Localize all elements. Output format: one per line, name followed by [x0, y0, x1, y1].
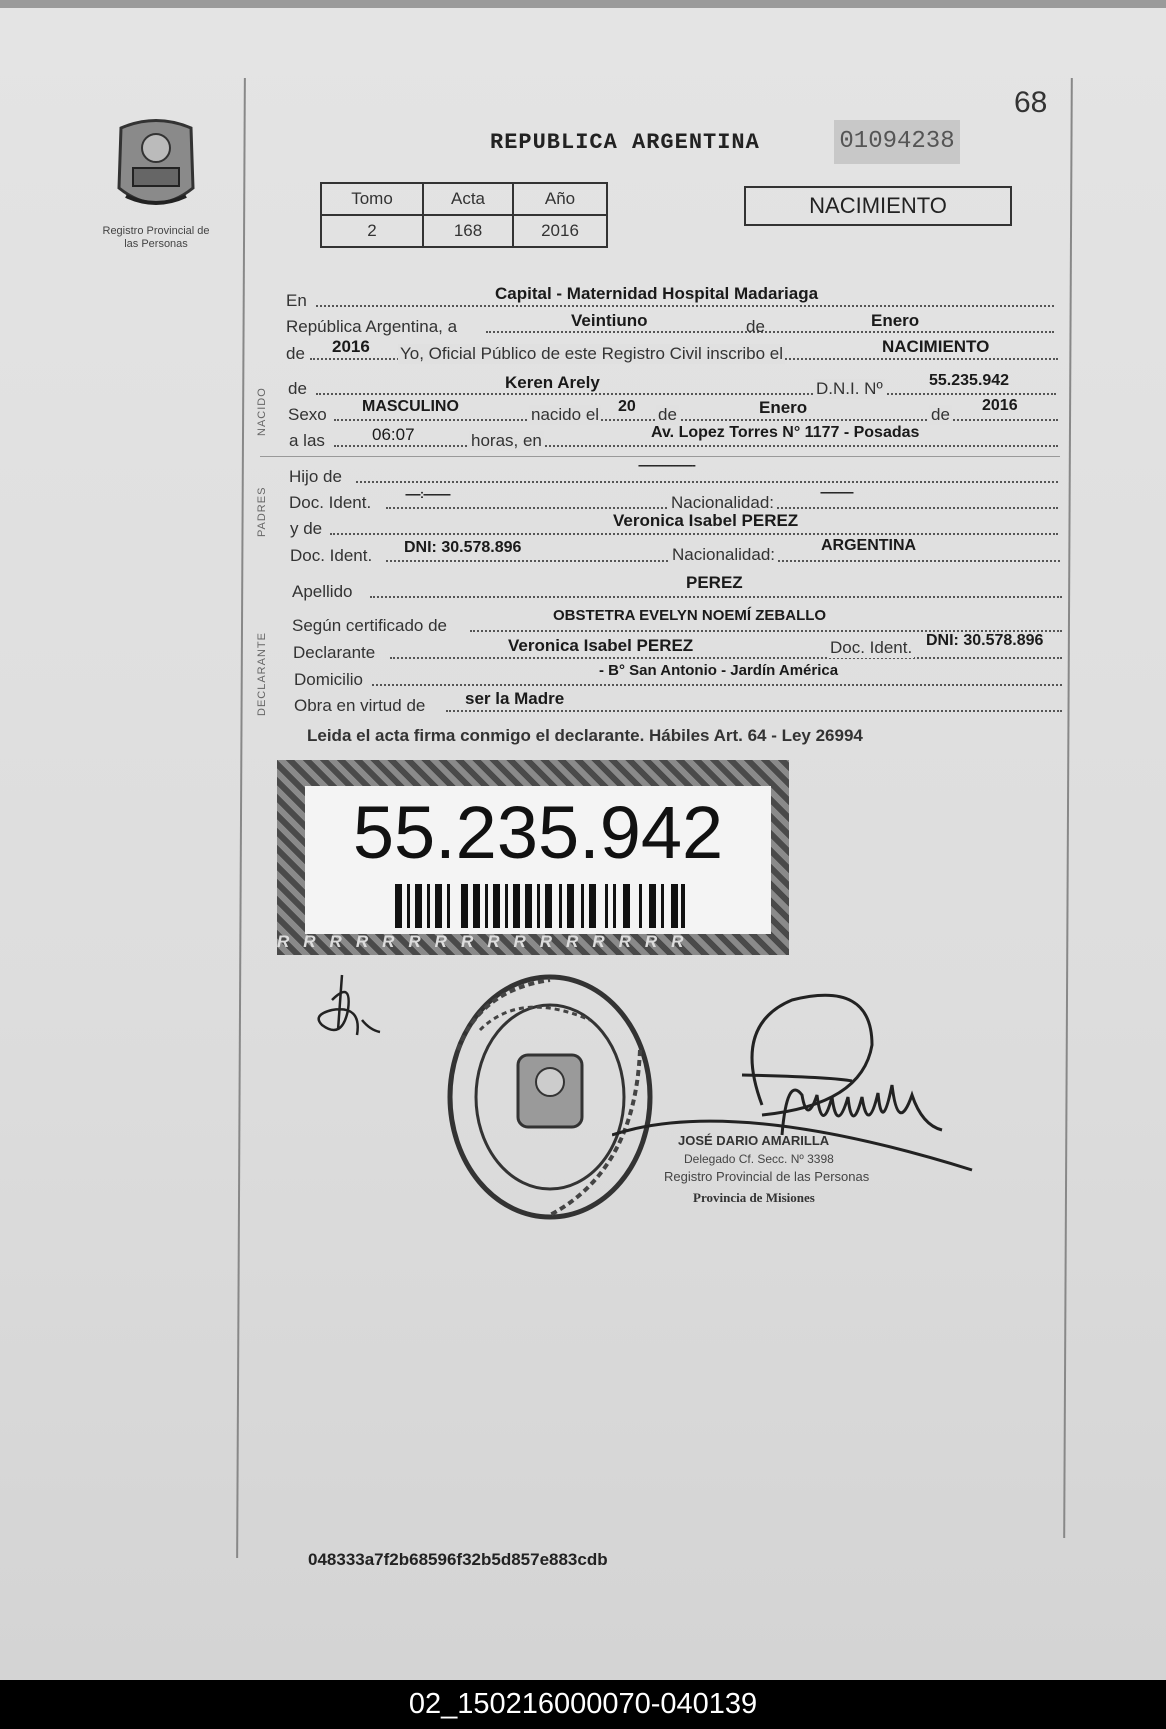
label-de2: de — [286, 344, 305, 363]
side-label-declarante: DECLARANTE — [256, 632, 268, 716]
official-office: Registro Provincial de las Personas — [664, 1169, 870, 1184]
ano-header: Año — [513, 183, 607, 215]
ano-value: 2016 — [513, 215, 607, 247]
label-de: de — [746, 317, 765, 336]
seal-caption: Registro Provincial de las Personas — [102, 225, 210, 250]
value-padre-doc: -----:--------- — [405, 487, 450, 501]
tomo-header: Tomo — [321, 183, 423, 215]
value-domicilio: - B° San Antonio - Jardín América — [599, 662, 839, 679]
dotted-line — [486, 331, 1054, 333]
label-de4: de — [658, 405, 677, 424]
value-madre: Veronica Isabel PEREZ — [613, 511, 799, 530]
label-republica: República Argentina, a — [286, 317, 458, 336]
value-anio: 2016 — [332, 337, 370, 356]
value-lugar-nac: Av. Lopez Torres N° 1177 - Posadas — [651, 424, 920, 441]
dotted-line — [356, 481, 1058, 483]
value-nac-mes: Enero — [759, 398, 808, 417]
dni-sticker — [277, 760, 789, 955]
label-nacionalidad2: Nacionalidad: — [672, 545, 776, 564]
label-sexo: Sexo — [288, 405, 327, 424]
section-divider — [260, 456, 1060, 457]
act-type-box: NACIMIENTO — [744, 186, 1012, 226]
value-padre-nombre: ------------------- — [638, 458, 695, 472]
closing-statement: Leida el acta firma conmigo el declarante. Hábiles Art. 64 - Ley 26994 — [307, 726, 863, 745]
label-de5: de — [931, 405, 950, 424]
value-acto: NACIMIENTO — [882, 337, 990, 356]
value-nombre: Keren Arely — [505, 373, 600, 392]
document-hash: 048333a7f2b68596f32b5d857e883cdb — [308, 1550, 608, 1569]
footer-code: 02_150216000070-040139 — [0, 1680, 1166, 1729]
dotted-line — [316, 393, 1056, 395]
label-obra: Obra en virtud de — [294, 696, 426, 715]
value-padre-nac: ----------- — [820, 485, 853, 499]
label-nacido-el: nacido el — [531, 405, 600, 424]
barcode-icon — [395, 884, 685, 928]
value-obra: ser la Madre — [465, 689, 565, 708]
acta-header: Acta — [423, 183, 513, 215]
label-dni: D.N.I. Nº — [816, 379, 883, 398]
label-yo: Yo, Oficial Público de este Registro Civil inscribo el — [400, 344, 783, 363]
value-dni: 55.235.942 — [929, 372, 1010, 389]
label-y-de: y de — [290, 519, 323, 538]
label-horas-en: horas, en — [471, 431, 542, 450]
value-declarante-doc: DNI: 30.578.896 — [926, 632, 1044, 649]
dni-sticker-number: 55.235.942 — [352, 791, 724, 874]
label-domicilio: Domicilio — [294, 670, 363, 689]
value-certificado: OBSTETRA EVELYN NOEMÍ ZEBALLO — [553, 607, 827, 624]
value-declarante: Veronica Isabel PEREZ — [508, 636, 694, 655]
label-de3: de — [288, 379, 307, 398]
official-role: Delegado Cf. Secc. Nº 3398 — [684, 1152, 834, 1166]
value-lugar: Capital - Maternidad Hospital Madariaga — [495, 284, 819, 303]
label-declarante: Declarante — [293, 643, 376, 662]
official-province: Provincia de Misiones — [693, 1190, 815, 1205]
label-doc-ident3: Doc. Ident. — [830, 638, 913, 657]
label-segun: Según certificado de — [292, 616, 447, 635]
dotted-line — [316, 305, 1054, 307]
provincial-seal — [96, 118, 216, 248]
label-doc-ident2: Doc. Ident. — [290, 546, 373, 565]
value-sexo: MASCULINO — [362, 398, 459, 415]
initials-signature-icon — [312, 970, 384, 1050]
label-a-las: a las — [289, 431, 325, 450]
label-apellido: Apellido — [292, 582, 353, 601]
dotted-line — [390, 657, 1062, 659]
dotted-line — [330, 533, 1058, 535]
dotted-line — [446, 710, 1062, 712]
value-apellido: PEREZ — [686, 573, 743, 592]
security-strip: RRRRRRRRRRRRRRRR — [277, 932, 698, 951]
label-nacionalidad: Nacionalidad: — [671, 493, 775, 512]
acta-value: 168 — [423, 215, 513, 247]
document-title: REPUBLICA ARGENTINA — [490, 130, 760, 155]
dni-sticker-label — [305, 786, 771, 934]
serial-number: 01094238 — [834, 120, 960, 164]
page-number: 68 — [1014, 86, 1048, 119]
register-table — [320, 182, 608, 248]
side-label-nacido: NACIDO — [256, 387, 268, 436]
dotted-line — [370, 596, 1062, 598]
value-nac-anio: 2016 — [982, 397, 1018, 414]
label-en: En — [286, 291, 307, 310]
dotted-line — [372, 684, 1062, 686]
tomo-value: 2 — [321, 215, 423, 247]
value-madre-doc: DNI: 30.578.896 — [404, 539, 522, 556]
seal-emblem-icon — [111, 118, 201, 218]
label-doc-ident: Doc. Ident. — [289, 493, 372, 512]
right-margin-line — [1063, 78, 1073, 1538]
dotted-line — [334, 445, 1058, 447]
value-madre-nac: ARGENTINA — [821, 537, 917, 554]
value-mes: Enero — [871, 311, 920, 330]
left-margin-line — [236, 78, 246, 1558]
label-hijo-de: Hijo de — [289, 467, 342, 486]
side-label-padres: PADRES — [256, 486, 268, 537]
scan-edge — [0, 0, 1166, 8]
value-nac-dia: 20 — [618, 398, 636, 415]
value-dia: Veintiuno — [571, 311, 648, 330]
official-name: JOSÉ DARIO AMARILLA — [678, 1133, 830, 1148]
value-hora: 06:07 — [372, 425, 415, 444]
